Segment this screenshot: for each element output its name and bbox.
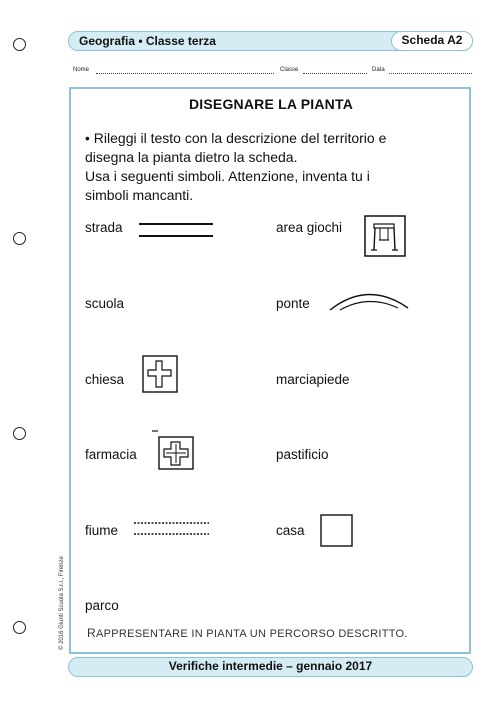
label-parco: parco — [85, 598, 119, 613]
header-bar — [68, 31, 473, 51]
label-scuola: scuola — [85, 296, 125, 311]
instruction-line: Usa i seguenti simboli. Attenzione, inventa tu i — [85, 168, 370, 184]
label-ponte: ponte — [276, 296, 310, 311]
instruction-line: simboli mancanti. — [85, 187, 194, 203]
church-symbol-icon — [142, 355, 178, 393]
label-farmacia: farmacia — [85, 447, 137, 462]
label-strada: strada — [85, 220, 123, 235]
copyright-text: © 2016 Giunti Scuola S.r.l., Firenze — [59, 556, 65, 650]
instructions — [85, 129, 465, 205]
label-casa: casa — [276, 523, 305, 538]
binder-hole — [13, 232, 26, 245]
binder-hole — [13, 38, 26, 51]
label-chiesa: chiesa — [85, 372, 125, 387]
footer-bar: Verifiche intermedie – gennaio 2017 — [68, 657, 473, 677]
label-area-giochi: area giochi — [276, 220, 343, 235]
bridge-symbol-icon — [328, 288, 410, 312]
pharmacy-symbol-icon — [151, 430, 195, 470]
nome-field[interactable] — [96, 73, 274, 74]
instruction-line: disegna la pianta dietro la scheda. — [85, 149, 298, 165]
subject-label: Geografia • Classe terza — [79, 34, 216, 48]
data-field[interactable] — [389, 73, 472, 74]
scheda-label: Scheda A2 — [391, 31, 473, 51]
nome-label: Nome — [73, 67, 90, 73]
page-title: DISEGNARE LA PIANTA — [188, 96, 354, 112]
label-marciapiede: marciapiede — [276, 372, 350, 387]
playground-symbol-icon — [364, 215, 406, 257]
label-fiume: fiume — [85, 523, 119, 538]
binder-hole — [13, 621, 26, 634]
instruction-line: • Rileggi il testo con la descrizione del territorio e — [85, 130, 387, 146]
classe-label: Classe — [280, 67, 299, 73]
classe-field[interactable] — [303, 73, 367, 74]
footnote: RAPPRESENTARE IN PIANTA UN PERCORSO DESCRITTO. — [87, 626, 408, 640]
label-pastificio: pastificio — [276, 447, 329, 462]
river-symbol-icon — [133, 519, 211, 539]
road-symbol-icon — [138, 220, 214, 240]
binder-hole — [13, 427, 26, 440]
house-symbol-icon — [320, 514, 353, 547]
data-label: Data — [372, 67, 385, 73]
